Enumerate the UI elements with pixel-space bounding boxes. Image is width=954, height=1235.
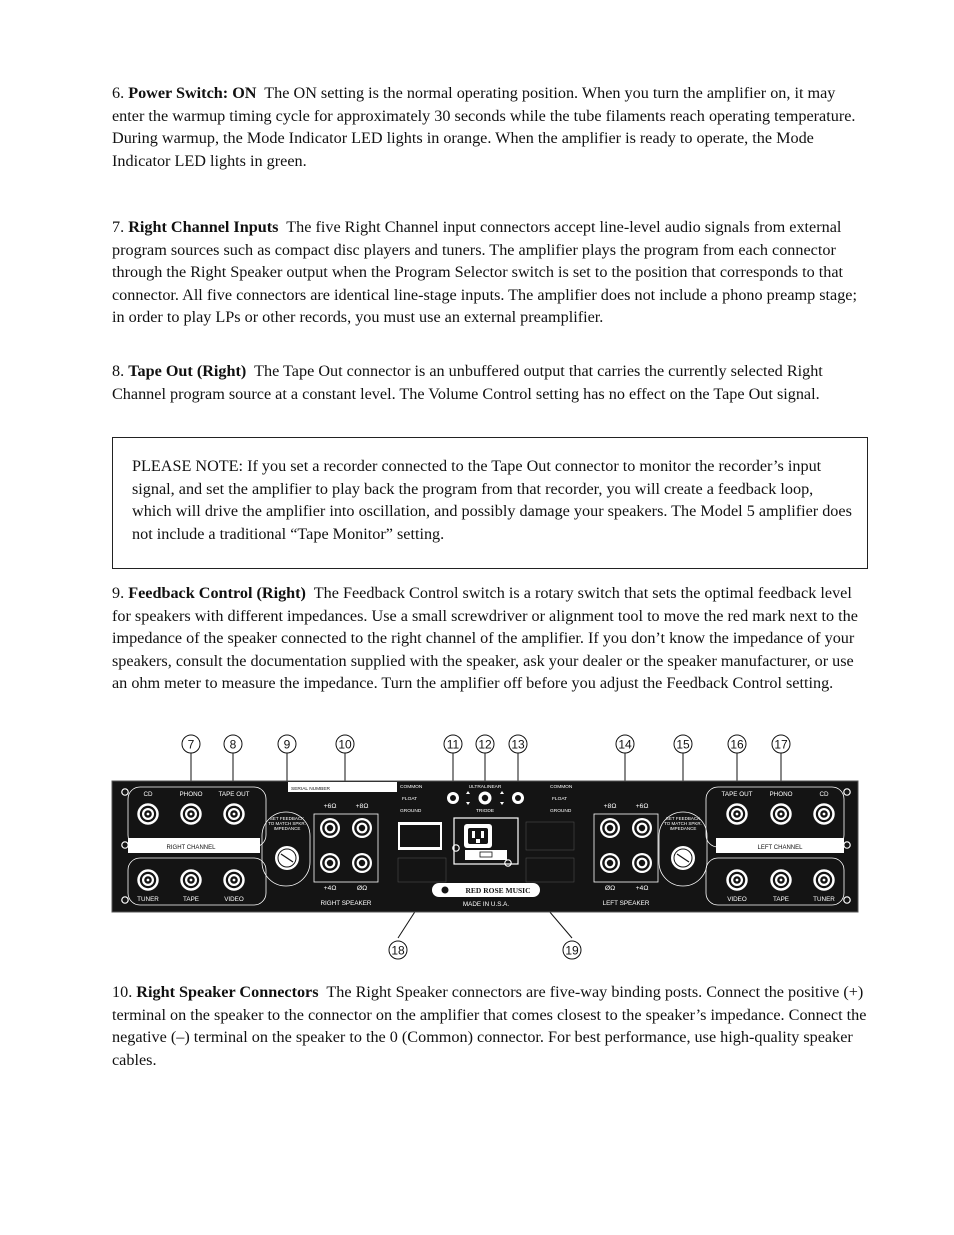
section-right-channel-inputs: 7. Right Channel Inputs The five Right Channel input connectors accept line-level audio signals from external program sources such as compact disc players and tuners. The amplifier plays the program from each connector through the Right Speaker output when the Program Selector switch is set to the position that corresponds to that connector. All five connectors are identical line-stage inputs. The amplifier does not include a phono preamp stage; in order to play LPs or other records, you must use an external preamplifier. [112,218,857,327]
label-zero: ØΩ [356,885,368,892]
label-video: VIDEO [224,896,244,903]
callout-label: 8 [229,737,237,752]
feedback-label-3: IMPEDANCE [273,826,301,831]
section-body: The ON setting is the normal operating position. When you turn the amplifier on, it may enter the warmup timing cycle for approximately 30 seconds while the tube filaments reach operating temperature. During warmup, the Mode Indicator LED lights in orange. When the amplifier is ready to operate, the Mode Indicator LED lights in green. [112,84,856,170]
callout-label: 11 [446,737,460,752]
callout-label: 7 [187,737,195,752]
fuse-holder [465,850,507,860]
section-body: The Tape Out connector is an unbuffered output that carries the currently selected Right Channel program source at a constant level. The Volume Control setting has no effect on the Tape Out signal. [112,362,823,403]
callout-label: 12 [478,737,492,752]
callout-label: 15 [676,737,690,752]
label-ground: GROUND [400,809,422,814]
label-common: COMMON [400,785,423,790]
callout-label: 19 [565,943,579,958]
label-cd: CD [143,791,153,798]
label-cd-left: CD [819,791,829,798]
label-plus4: +4Ω [323,885,337,892]
serial-label: SERIAL NUMBER [291,787,331,792]
rear-panel-diagram [110,730,862,966]
right-speaker-label: RIGHT SPEAKER [320,900,372,907]
label-phono-left: PHONO [769,791,793,798]
feedback-label-2: TO MATCH SPKR. [268,821,306,826]
label-float: FLOAT [402,797,418,802]
section-feedback-control: 9. Feedback Control (Right) The Feedback Control switch is a rotary switch that sets the optimal feedback level for speakers with different impedances. Use a small screwdriver or alignment tool to move the red mark next to the impedance of the speaker connected to the right channel of the amplifier. If you don’t know the impedance of your speakers, consult the documentation supplied with the speaker, ask your dealer or the speaker manufacturer, or use an ohm meter to measure the impedance. Turn the amplifier off before you adjust the Feedback Control setting. [112,584,858,693]
label-tuner-left: TUNER [813,896,835,903]
section-body: The Feedback Control switch is a rotary switch that sets the optimal feedback level for speakers with different impedances. Use a small screwdriver or alignment tool to move the red mark next to the impedance of the speaker connected to the right channel of the amplifier. If you don’t know the impedance of your speakers, consult the documentation supplied with the speaker, ask your dealer or the speaker manufacturer, or use an ohm meter to measure the impedance. Turn the amplifier off before you adjust the Feedback Control setting. [112,584,858,693]
callouts-bottom [389,941,581,959]
label-tuner: TUNER [137,896,159,903]
callout-label: 17 [774,737,788,752]
feedback-label-left-2: TO MATCH SPKR. [664,821,702,826]
label-common-2: COMMON [550,785,573,790]
section-title: Right Speaker Connectors [136,983,319,1001]
section-body: The five Right Channel input connectors accept line-level audio signals from external program sources such as compact disc players and tuners. The amplifier plays the program from each connector through the Right Speaker output when the Program Selector switch is set to the position that corresponds to that connector. All five connectors are identical line-stage inputs. The amplifier does not include a phono preamp stage; in order to play LPs or other records, you must use an external preamplifier. [112,218,857,327]
feedback-label-left-3: IMPEDANCE [669,826,697,831]
made-in-label: MADE IN U.S.A. [462,901,510,908]
label-tape: TAPE [183,896,199,903]
section-title: Power Switch: ON [128,84,257,102]
label-ultralinear: ULTRALINEAR [468,785,502,790]
callout-label: 18 [391,943,405,958]
section-title: Tape Out (Right) [128,362,247,380]
left-channel-label: LEFT CHANNEL [757,845,803,851]
label-plus6: +6Ω [323,803,337,810]
callout-label: 10 [338,737,352,752]
label-triode: TRIODE [475,809,495,814]
callout-label: 9 [283,737,291,752]
callout-label: 14 [618,737,632,752]
right-channel-label: RIGHT CHANNEL [166,845,216,851]
callout-label: 16 [730,737,744,752]
section-right-speaker-connectors: 10. Right Speaker Connectors The Right Speaker connectors are five-way binding posts. Connect the positive (+) terminal on the speaker to the connector on the amplifier that comes closest to the speaker’s impedance. Connect the negative (–) terminal on the speaker to the 0 (Common) connector. For best performance, use high-quality speaker cables. [112,983,867,1069]
section-body: The Right Speaker connectors are five-way binding posts. Connect the positive (+) terminal on the speaker to the connector on the amplifier that comes closest to the speaker’s impedance. Connect the negative (–) terminal on the speaker to the 0 (Common) connector. For best performance, use high-quality speaker cables. [112,983,867,1069]
label-plus6-left: +6Ω [635,803,649,810]
label-tape-left: TAPE [773,896,789,903]
feedback-label-left-1: SET FEEDBACK [665,816,701,821]
label-tape-out-left: TAPE OUT [721,791,753,798]
label-tape-out: TAPE OUT [218,791,250,798]
section-power-switch: 6. Power Switch: ON The ON setting is the normal operating position. When you turn the amplifier on, it may enter the warmup timing cycle for approximately 30 seconds while the tube filaments reach operating temperature. During warmup, the Mode Indicator LED lights in orange. When the amplifier is ready to operate, the Mode Indicator LED lights in green. [112,84,856,170]
left-speaker-label: LEFT SPEAKER [602,900,650,907]
label-phono: PHONO [179,791,203,798]
callout-label: 13 [511,737,525,752]
feedback-label-1: SET FEEDBACK [269,816,305,821]
section-title: Feedback Control (Right) [128,584,306,602]
label-ground-2: GROUND [550,809,572,814]
note-box [112,437,868,569]
section-title: Right Channel Inputs [128,218,279,236]
label-float-2: FLOAT [552,797,568,802]
label-plus8-left: +8Ω [603,803,617,810]
label-plus4-left: +4Ω [635,885,649,892]
label-video-left: VIDEO [727,896,747,903]
label-zero-left: ØΩ [604,885,616,892]
note-text: PLEASE NOTE: If you set a recorder connected to the Tape Out connector to monitor the recorder’s input signal, and set the amplifier to play back the program from that recorder, you will create a feedback loop, which will drive the amplifier into oscillation, and possibly damage your speakers. The Model 5 amplifier does not include a traditional “Tape Monitor” setting. [132,457,852,543]
label-plus8: +8Ω [355,803,369,810]
section-tape-out: 8. Tape Out (Right) The Tape Out connector is an unbuffered output that carries the currently selected Right Channel program source at a constant level. The Volume Control setting has no effect on the Tape Out signal. [112,362,823,403]
brand-logo: RED ROSE MUSIC [465,886,531,895]
callouts-top [182,735,790,753]
